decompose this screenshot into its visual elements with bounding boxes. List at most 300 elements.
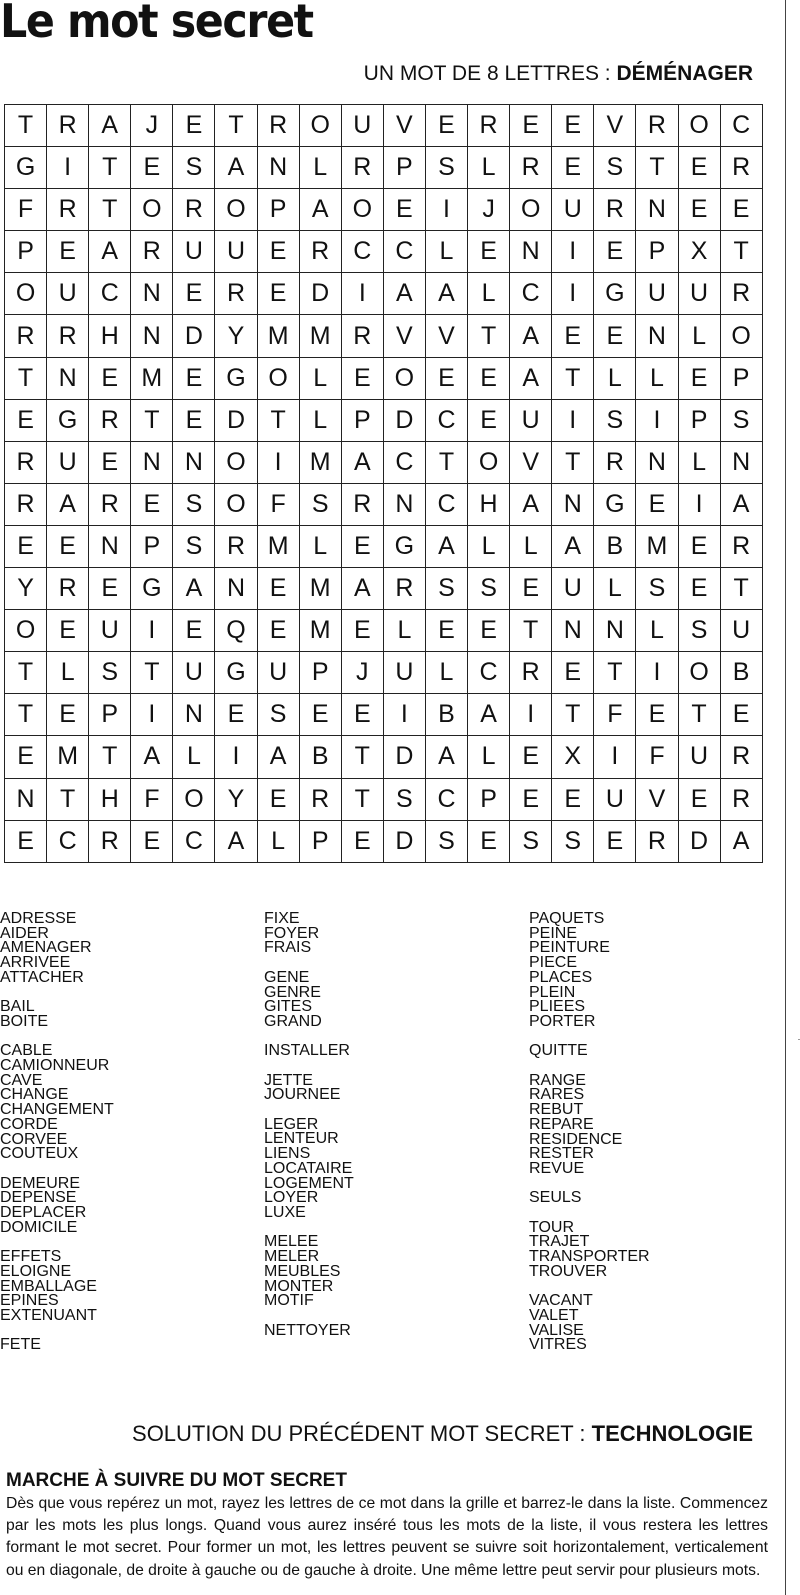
grid-cell[interactable]: C [384,231,426,273]
grid-cell[interactable]: T [89,189,131,231]
grid-cell[interactable]: C [426,779,468,821]
grid-cell[interactable]: P [384,147,426,189]
grid-cell[interactable]: U [721,610,763,652]
grid-cell[interactable]: U [89,610,131,652]
grid-cell[interactable]: E [215,694,257,736]
grid-cell[interactable]: S [552,821,594,863]
grid-cell[interactable]: T [5,694,47,736]
grid-cell[interactable]: E [89,442,131,484]
grid-cell[interactable]: O [342,189,384,231]
word-item[interactable]: MELEE [264,1233,319,1251]
grid-cell[interactable]: O [384,358,426,400]
grid-cell[interactable]: R [342,484,384,526]
grid-cell[interactable]: S [300,484,342,526]
grid-cell[interactable]: E [342,610,384,652]
grid-cell[interactable]: R [89,484,131,526]
grid-cell[interactable]: R [468,105,510,147]
grid-cell[interactable]: E [5,821,47,863]
grid-cell[interactable]: Y [215,315,257,357]
word-item[interactable]: CORVEE [0,1130,68,1148]
grid-cell[interactable]: G [384,526,426,568]
grid-cell[interactable]: E [5,400,47,442]
grid-cell[interactable]: E [594,315,636,357]
grid-cell[interactable]: R [636,821,678,863]
word-item[interactable]: PLACES [529,968,593,986]
grid-cell[interactable]: O [173,779,215,821]
word-item[interactable]: LOGEMENT [264,1174,354,1192]
grid-cell[interactable]: G [594,273,636,315]
grid-cell[interactable]: E [468,400,510,442]
word-item[interactable]: DEMEURE [0,1174,81,1192]
grid-cell[interactable]: M [300,442,342,484]
grid-cell[interactable]: E [721,694,763,736]
grid-cell[interactable]: X [679,231,721,273]
word-item[interactable]: BOITE [0,1012,49,1030]
grid-cell[interactable]: I [47,147,89,189]
word-item[interactable]: TRAJET [529,1233,590,1251]
word-item[interactable]: MELER [264,1248,320,1266]
grid-cell[interactable]: T [721,231,763,273]
grid-cell[interactable]: E [468,610,510,652]
grid-cell[interactable]: S [721,400,763,442]
grid-cell[interactable]: L [300,526,342,568]
grid-cell[interactable]: L [300,358,342,400]
grid-cell[interactable]: T [131,652,173,694]
grid-cell[interactable]: I [552,273,594,315]
grid-cell[interactable]: N [131,315,173,357]
grid-cell[interactable]: L [510,526,552,568]
grid-cell[interactable]: E [258,568,300,610]
grid-cell[interactable]: P [300,821,342,863]
grid-cell[interactable]: S [594,147,636,189]
grid-cell[interactable]: A [721,821,763,863]
grid-cell[interactable]: U [594,779,636,821]
grid-cell[interactable]: U [47,442,89,484]
grid-cell[interactable]: C [384,442,426,484]
grid-cell[interactable]: C [173,821,215,863]
grid-cell[interactable]: E [510,105,552,147]
grid-cell[interactable]: A [721,484,763,526]
grid-cell[interactable]: J [342,652,384,694]
grid-cell[interactable]: N [552,484,594,526]
grid-cell[interactable]: A [426,526,468,568]
grid-cell[interactable]: R [89,821,131,863]
word-item[interactable]: ATTACHER [0,968,84,986]
grid-cell[interactable]: U [258,652,300,694]
grid-cell[interactable]: N [173,694,215,736]
grid-cell[interactable]: E [636,484,678,526]
grid-cell[interactable]: L [300,400,342,442]
grid-cell[interactable]: U [47,273,89,315]
grid-cell[interactable]: N [258,147,300,189]
grid-cell[interactable]: N [636,189,678,231]
grid-cell[interactable]: L [47,652,89,694]
grid-cell[interactable]: U [384,652,426,694]
grid-cell[interactable]: A [47,484,89,526]
grid-cell[interactable]: L [679,442,721,484]
word-item[interactable]: ELOIGNE [0,1262,72,1280]
grid-cell[interactable]: V [426,315,468,357]
word-item[interactable]: PLEIN [529,983,576,1001]
grid-cell[interactable]: R [47,315,89,357]
word-item[interactable]: EXTENUANT [0,1306,97,1324]
word-item[interactable]: TOUR [529,1218,575,1236]
grid-cell[interactable]: N [636,315,678,357]
grid-cell[interactable]: A [384,273,426,315]
word-item[interactable]: NETTOYER [264,1321,351,1339]
grid-cell[interactable]: D [300,273,342,315]
grid-cell[interactable]: L [594,358,636,400]
grid-cell[interactable]: B [721,652,763,694]
grid-cell[interactable]: E [89,568,131,610]
grid-cell[interactable]: E [173,400,215,442]
grid-cell[interactable]: T [89,736,131,778]
grid-cell[interactable]: X [552,736,594,778]
grid-cell[interactable]: O [215,442,257,484]
grid-cell[interactable]: T [258,400,300,442]
word-item[interactable]: RARES [529,1086,585,1104]
grid-cell[interactable]: T [510,610,552,652]
grid-cell[interactable]: C [721,105,763,147]
grid-cell[interactable]: P [342,400,384,442]
grid-cell[interactable]: E [342,821,384,863]
grid-cell[interactable]: E [5,526,47,568]
grid-cell[interactable]: E [721,189,763,231]
word-item[interactable]: JOURNEE [264,1086,341,1104]
grid-cell[interactable]: T [47,779,89,821]
word-item[interactable]: GENRE [264,983,321,1001]
grid-cell[interactable]: T [131,400,173,442]
grid-cell[interactable]: N [47,358,89,400]
word-item[interactable]: PIECE [529,954,578,972]
grid-cell[interactable]: A [173,568,215,610]
grid-cell[interactable]: E [131,821,173,863]
grid-cell[interactable]: Y [215,779,257,821]
grid-cell[interactable]: C [89,273,131,315]
grid-cell[interactable]: S [173,526,215,568]
grid-cell[interactable]: Y [5,568,47,610]
grid-cell[interactable]: L [300,147,342,189]
grid-cell[interactable]: I [131,694,173,736]
grid-cell[interactable]: L [468,147,510,189]
grid-cell[interactable]: A [215,821,257,863]
grid-cell[interactable]: D [384,821,426,863]
word-item[interactable]: CHANGEMENT [0,1101,114,1119]
grid-cell[interactable]: T [636,147,678,189]
word-item[interactable]: PORTER [529,1012,596,1030]
word-item[interactable]: ADRESSE [0,910,77,927]
grid-cell[interactable]: E [47,694,89,736]
grid-cell[interactable]: A [89,231,131,273]
grid-cell[interactable]: D [384,400,426,442]
grid-cell[interactable]: N [721,442,763,484]
grid-cell[interactable]: I [594,736,636,778]
grid-cell[interactable]: U [173,231,215,273]
word-item[interactable]: CHANGE [0,1086,69,1104]
grid-cell[interactable]: R [5,484,47,526]
grid-cell[interactable]: R [131,231,173,273]
grid-cell[interactable]: U [636,273,678,315]
grid-cell[interactable]: N [173,442,215,484]
grid-cell[interactable]: M [258,315,300,357]
grid-cell[interactable]: R [342,315,384,357]
grid-cell[interactable]: V [510,442,552,484]
grid-cell[interactable]: B [426,694,468,736]
grid-cell[interactable]: B [594,526,636,568]
grid-cell[interactable]: U [342,105,384,147]
grid-cell[interactable]: S [426,147,468,189]
grid-cell[interactable]: F [594,694,636,736]
grid-cell[interactable]: P [131,526,173,568]
grid-cell[interactable]: I [552,400,594,442]
grid-cell[interactable]: G [131,568,173,610]
grid-cell[interactable]: S [426,568,468,610]
grid-cell[interactable]: S [426,821,468,863]
grid-cell[interactable]: A [510,484,552,526]
word-item[interactable]: FOYER [264,924,320,942]
grid-cell[interactable]: E [552,315,594,357]
word-item[interactable]: MEUBLES [264,1262,341,1280]
grid-cell[interactable]: E [342,526,384,568]
word-item[interactable]: VALISE [529,1321,584,1339]
grid-cell[interactable]: Q [215,610,257,652]
grid-cell[interactable]: I [258,442,300,484]
grid-cell[interactable]: A [468,694,510,736]
grid-cell[interactable]: E [552,652,594,694]
grid-cell[interactable]: T [215,105,257,147]
grid-cell[interactable]: T [594,652,636,694]
grid-cell[interactable]: O [258,358,300,400]
grid-cell[interactable]: E [468,821,510,863]
grid-cell[interactable]: J [131,105,173,147]
grid-cell[interactable]: T [468,315,510,357]
grid-cell[interactable]: R [215,526,257,568]
grid-cell[interactable]: L [468,273,510,315]
grid-cell[interactable]: C [426,484,468,526]
word-item[interactable]: LIENS [264,1145,311,1163]
grid-cell[interactable]: M [258,526,300,568]
grid-cell[interactable]: E [342,694,384,736]
grid-cell[interactable]: E [342,358,384,400]
grid-cell[interactable]: I [342,273,384,315]
grid-cell[interactable]: G [215,358,257,400]
grid-cell[interactable]: E [426,610,468,652]
grid-cell[interactable]: P [721,358,763,400]
grid-cell[interactable]: A [215,147,257,189]
grid-cell[interactable]: E [679,147,721,189]
word-item[interactable]: DEPLACER [0,1204,87,1222]
grid-cell[interactable]: S [173,484,215,526]
grid-cell[interactable]: E [47,231,89,273]
grid-cell[interactable]: L [426,652,468,694]
word-item[interactable]: CAMIONNEUR [0,1057,110,1074]
grid-cell[interactable]: E [552,779,594,821]
grid-cell[interactable]: U [510,400,552,442]
grid-cell[interactable]: T [426,442,468,484]
grid-cell[interactable]: E [679,189,721,231]
grid-cell[interactable]: L [636,358,678,400]
grid-cell[interactable]: E [510,568,552,610]
grid-cell[interactable]: S [89,652,131,694]
grid-cell[interactable]: R [300,231,342,273]
grid-cell[interactable]: U [552,189,594,231]
grid-cell[interactable]: E [679,568,721,610]
grid-cell[interactable]: O [215,189,257,231]
word-item[interactable]: PEINTURE [529,939,610,957]
grid-cell[interactable]: B [300,736,342,778]
grid-cell[interactable]: L [468,526,510,568]
grid-cell[interactable]: A [300,189,342,231]
word-item[interactable]: JETTE [264,1071,313,1089]
grid-cell[interactable]: G [47,400,89,442]
grid-cell[interactable]: E [131,484,173,526]
grid-cell[interactable]: E [47,526,89,568]
grid-cell[interactable]: I [131,610,173,652]
word-item[interactable]: RANGE [529,1071,586,1089]
grid-cell[interactable]: E [173,105,215,147]
grid-cell[interactable]: I [679,484,721,526]
grid-cell[interactable]: N [131,442,173,484]
grid-cell[interactable]: N [510,231,552,273]
grid-cell[interactable]: R [5,442,47,484]
grid-cell[interactable]: A [342,568,384,610]
grid-cell[interactable]: R [594,442,636,484]
word-item[interactable]: FETE [0,1336,41,1354]
word-item[interactable]: INSTALLER [264,1042,350,1060]
grid-cell[interactable]: M [47,736,89,778]
word-item[interactable]: LUXE [264,1204,306,1221]
word-item[interactable]: EPINES [0,1292,59,1310]
word-item[interactable]: AIDER [0,924,49,942]
word-item[interactable]: PEINE [529,924,578,942]
grid-cell[interactable]: E [510,779,552,821]
grid-cell[interactable]: P [300,652,342,694]
grid-cell[interactable]: C [47,821,89,863]
grid-cell[interactable]: R [721,736,763,778]
grid-cell[interactable]: E [594,231,636,273]
grid-cell[interactable]: A [89,105,131,147]
word-item[interactable]: FIXE [264,910,300,927]
word-item[interactable]: GENE [264,968,310,986]
grid-cell[interactable]: M [131,358,173,400]
word-item[interactable]: ARRIVEE [0,954,71,972]
grid-cell[interactable]: T [552,442,594,484]
grid-cell[interactable]: E [173,610,215,652]
grid-cell[interactable]: A [342,442,384,484]
grid-cell[interactable]: L [679,315,721,357]
grid-cell[interactable]: R [384,568,426,610]
grid-cell[interactable]: I [384,694,426,736]
word-item[interactable]: TRANSPORTER [529,1248,650,1266]
grid-cell[interactable]: E [426,105,468,147]
grid-cell[interactable]: L [468,736,510,778]
grid-cell[interactable]: R [721,779,763,821]
grid-cell[interactable]: R [342,147,384,189]
grid-cell[interactable]: N [384,484,426,526]
grid-cell[interactable]: P [468,779,510,821]
word-item[interactable]: EMBALLAGE [0,1277,97,1295]
grid-cell[interactable]: T [342,779,384,821]
word-item[interactable]: VACANT [529,1292,593,1310]
grid-cell[interactable]: C [510,273,552,315]
grid-cell[interactable]: U [215,231,257,273]
grid-cell[interactable]: A [426,273,468,315]
grid-cell[interactable]: M [300,610,342,652]
grid-cell[interactable]: V [636,779,678,821]
grid-cell[interactable]: I [636,400,678,442]
grid-cell[interactable]: A [258,736,300,778]
grid-cell[interactable]: E [468,358,510,400]
grid-cell[interactable]: E [300,694,342,736]
grid-cell[interactable]: S [594,400,636,442]
grid-cell[interactable]: S [173,147,215,189]
grid-cell[interactable]: E [258,610,300,652]
word-item[interactable]: GRAND [264,1012,322,1030]
grid-cell[interactable]: T [5,105,47,147]
grid-cell[interactable]: H [468,484,510,526]
grid-cell[interactable]: R [47,105,89,147]
grid-cell[interactable]: L [594,568,636,610]
grid-cell[interactable]: F [636,736,678,778]
grid-cell[interactable]: U [679,736,721,778]
grid-cell[interactable]: O [721,315,763,357]
word-item[interactable]: VALET [529,1306,579,1324]
grid-cell[interactable]: V [594,105,636,147]
grid-cell[interactable]: S [384,779,426,821]
grid-cell[interactable]: E [468,231,510,273]
word-item[interactable]: DEPENSE [0,1189,77,1207]
word-item[interactable]: AMENAGER [0,939,92,957]
grid-cell[interactable]: H [89,315,131,357]
grid-cell[interactable]: I [426,189,468,231]
grid-cell[interactable]: R [89,400,131,442]
grid-cell[interactable]: O [5,273,47,315]
grid-cell[interactable]: S [510,821,552,863]
grid-cell[interactable]: N [131,273,173,315]
word-item[interactable]: SEULS [529,1189,582,1207]
grid-cell[interactable]: F [5,189,47,231]
grid-cell[interactable]: T [679,694,721,736]
grid-cell[interactable]: L [173,736,215,778]
word-item[interactable]: LOYER [264,1189,319,1207]
grid-cell[interactable]: E [89,358,131,400]
word-item[interactable]: LOCATAIRE [264,1159,353,1177]
grid-cell[interactable]: C [468,652,510,694]
grid-cell[interactable]: R [721,526,763,568]
word-item[interactable]: FRAIS [264,939,312,957]
grid-cell[interactable]: E [258,231,300,273]
grid-cell[interactable]: N [636,442,678,484]
word-item[interactable]: LENTEUR [264,1130,339,1148]
grid-cell[interactable]: R [510,147,552,189]
word-item[interactable]: CORDE [0,1115,58,1133]
word-item[interactable]: PAQUETS [529,910,605,927]
grid-cell[interactable]: M [300,315,342,357]
grid-cell[interactable]: R [721,273,763,315]
grid-cell[interactable]: A [426,736,468,778]
grid-cell[interactable]: M [300,568,342,610]
grid-cell[interactable]: P [5,231,47,273]
word-item[interactable]: RESTER [529,1145,594,1163]
grid-cell[interactable]: E [594,821,636,863]
grid-cell[interactable]: R [510,652,552,694]
grid-cell[interactable]: C [342,231,384,273]
grid-cell[interactable]: E [258,273,300,315]
grid-cell[interactable]: H [89,779,131,821]
word-item[interactable]: GITES [264,998,313,1016]
word-item[interactable]: TROUVER [529,1262,608,1280]
grid-cell[interactable]: R [47,189,89,231]
